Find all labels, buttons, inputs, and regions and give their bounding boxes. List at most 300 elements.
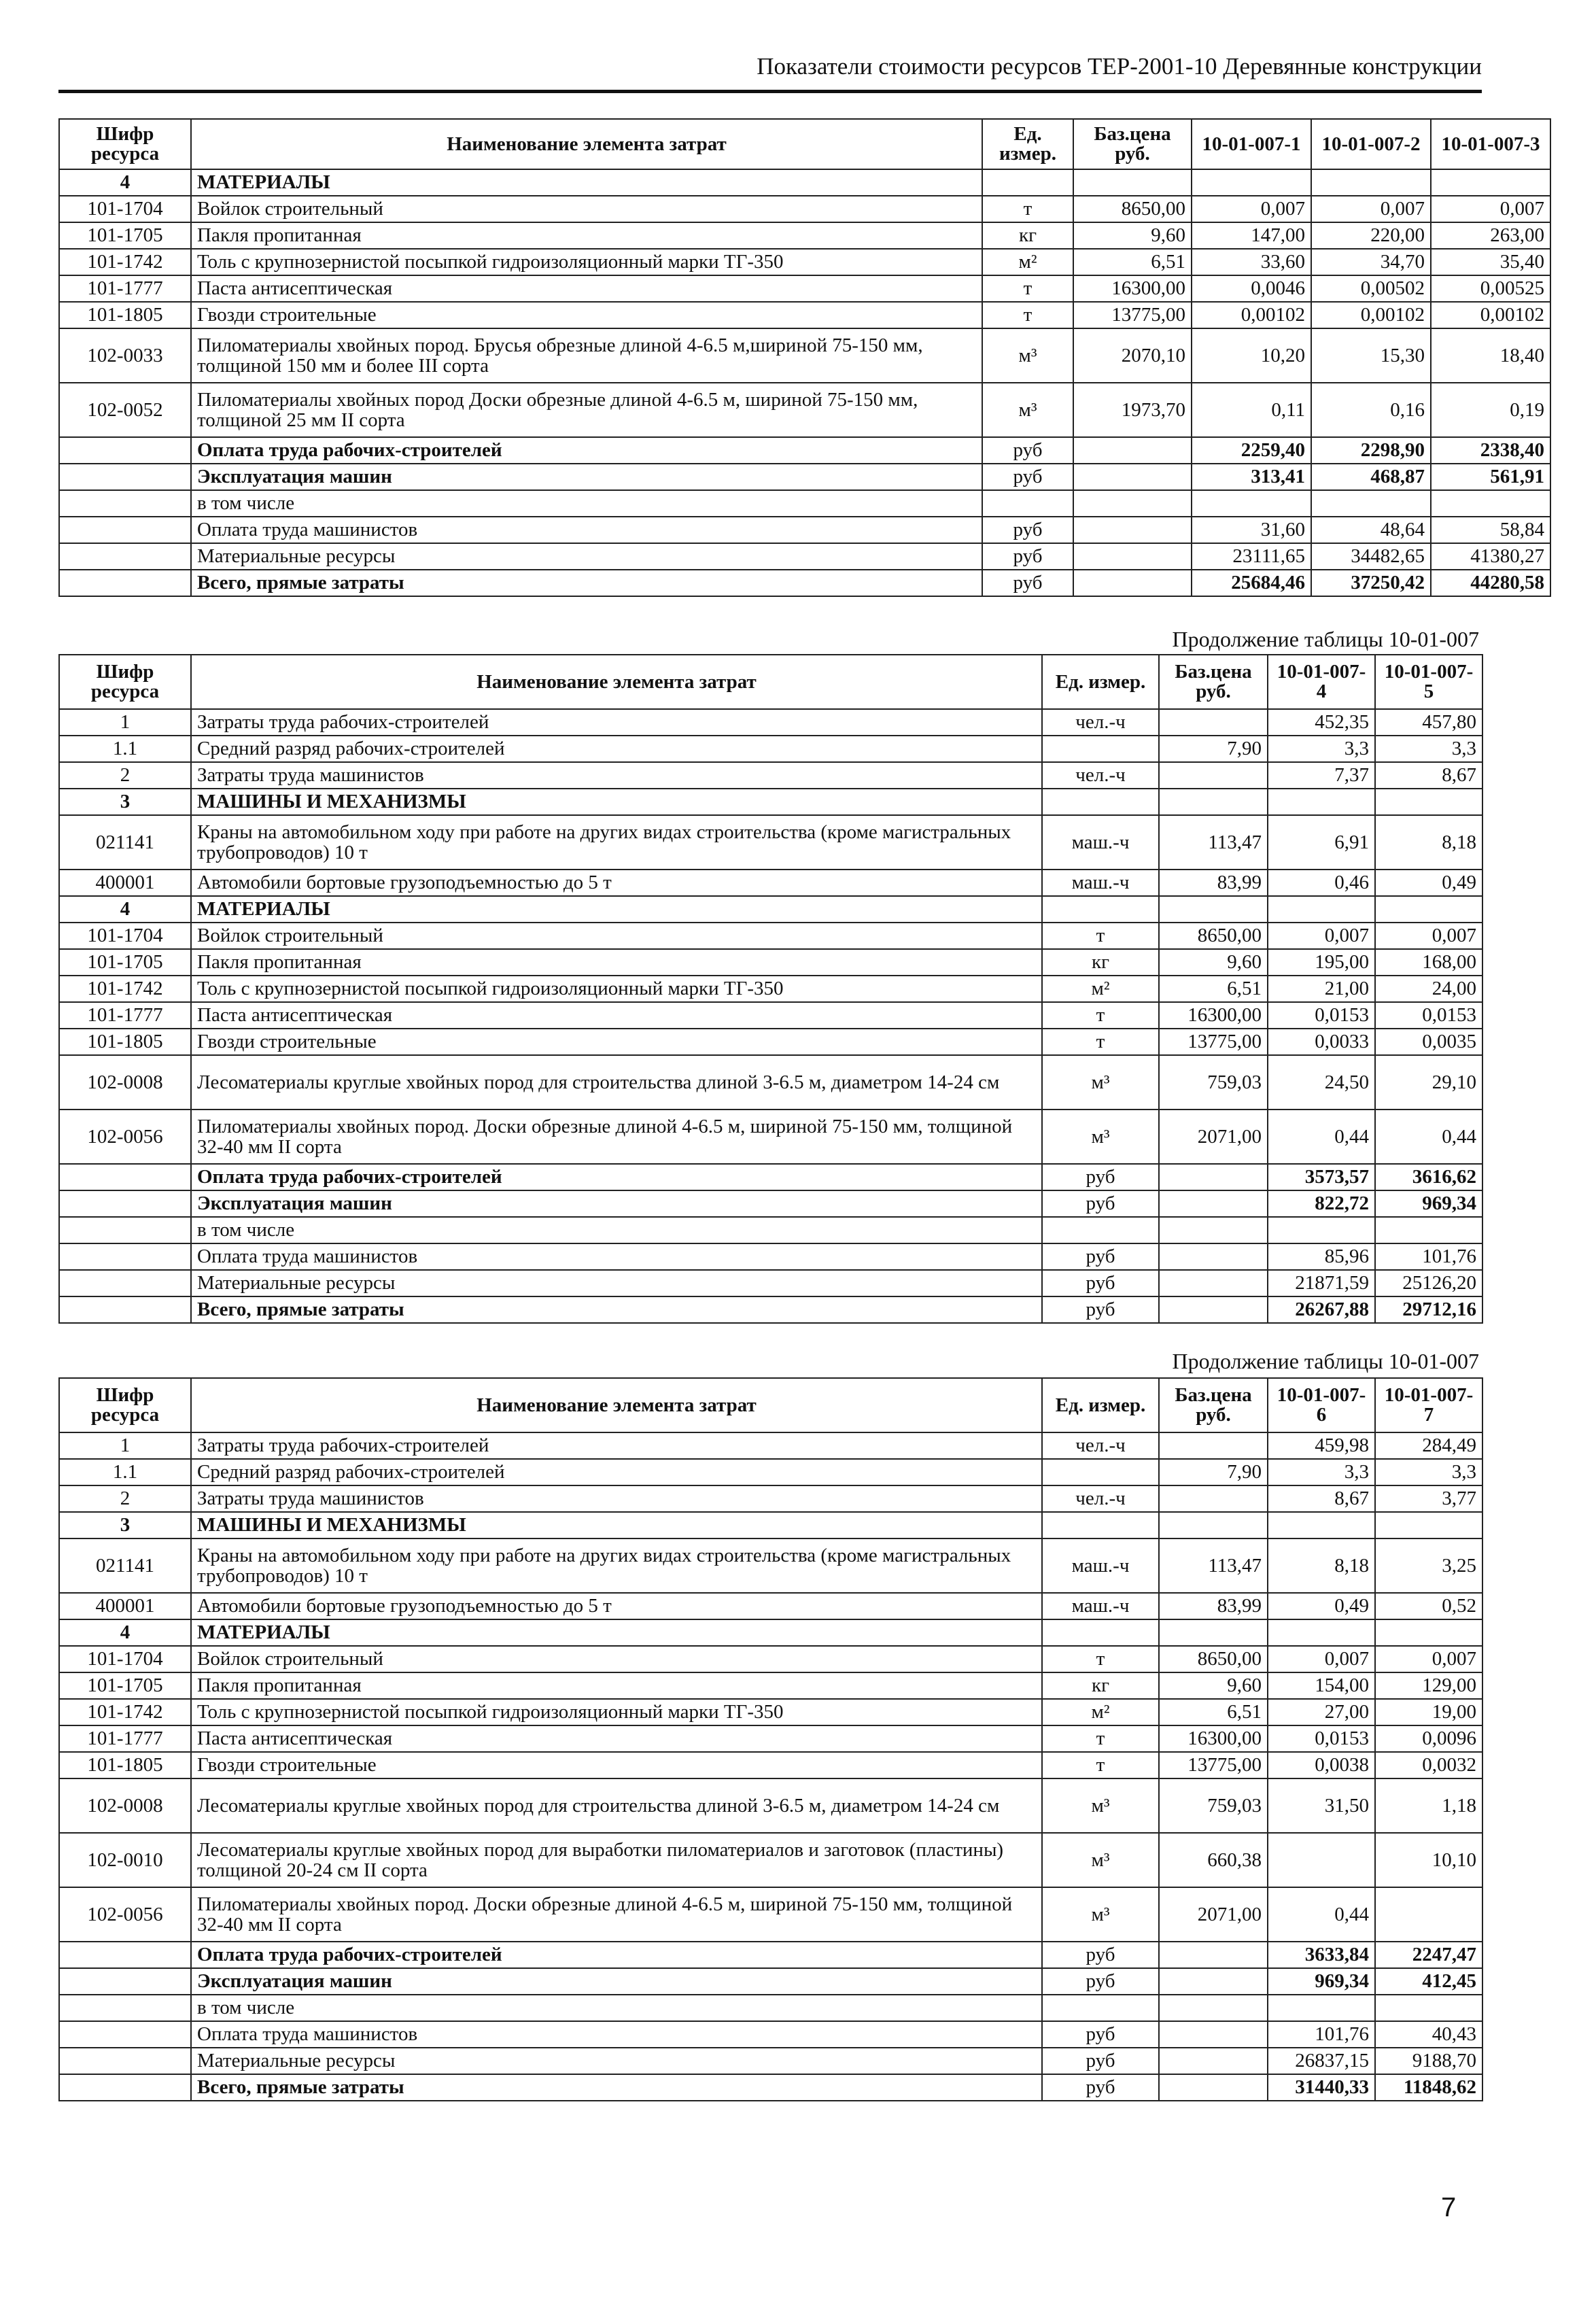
resource-code-cell: 101-1805 (59, 302, 191, 328)
item-name-cell: Затраты труда машинистов (191, 1485, 1042, 1512)
resource-code-cell: 1 (59, 709, 191, 736)
table-row (59, 328, 1550, 383)
unit-cell: м³ (1042, 1778, 1159, 1833)
item-name-cell: Лесоматериалы круглые хвойных пород для выработки пиломатериалов и заготовок (пластины) толщиной 20-24 см II сорта (191, 1833, 1042, 1887)
item-name-cell: Краны на автомобильном ходу при работе на других видах строительства (кроме магистральных трубопроводов) 10 т (191, 1538, 1042, 1593)
unit-cell: м³ (1042, 1833, 1159, 1887)
norm-value-cell: 10,10 (1375, 1833, 1482, 1887)
item-name-cell: Оплата труда машинистов (191, 1243, 1042, 1270)
unit-cell: руб (1042, 2021, 1159, 2048)
resource-code-cell: 3 (59, 1512, 191, 1538)
resource-code-cell: 101-1742 (59, 249, 191, 275)
norm-value-cell: 1,18 (1375, 1778, 1482, 1833)
base-price-cell: 6,51 (1159, 1699, 1268, 1725)
norm-value-cell: 31,50 (1268, 1778, 1375, 1833)
table-row (59, 1538, 1482, 1593)
table-row (59, 1833, 1482, 1887)
item-name-cell: в том числе (191, 1995, 1042, 2021)
norm-value-cell (1431, 490, 1550, 517)
base-price-cell (1159, 1190, 1268, 1217)
resource-code-cell: 101-1705 (59, 222, 191, 249)
resource-code-cell: 102-0052 (59, 383, 191, 437)
norm-value-cell: 3,3 (1268, 1459, 1375, 1485)
unit-cell: т (1042, 1752, 1159, 1778)
norm-value-cell: 10,20 (1192, 328, 1311, 383)
base-price-cell: 9,60 (1159, 949, 1268, 976)
resource-code-cell: 021141 (59, 1538, 191, 1593)
base-price-cell: 2070,10 (1073, 328, 1192, 383)
item-name-cell: Средний разряд рабочих-строителей (191, 736, 1042, 762)
norm-value-cell: 40,43 (1375, 2021, 1482, 2048)
table-row (59, 1968, 1482, 1995)
base-price-cell (1159, 896, 1268, 923)
norm-value-cell: 58,84 (1431, 517, 1550, 543)
table-row (59, 517, 1550, 543)
resource-code-cell (59, 517, 191, 543)
unit-cell (1042, 1512, 1159, 1538)
unit-cell: руб (1042, 2074, 1159, 2101)
unit-cell: чел.-ч (1042, 709, 1159, 736)
table-row (59, 543, 1550, 570)
base-price-cell: 2071,00 (1159, 1110, 1268, 1164)
col-header-unit: Ед. измер. (1042, 1378, 1159, 1432)
base-price-cell (1159, 1270, 1268, 1296)
table-row (59, 1619, 1482, 1646)
item-name-cell: Лесоматериалы круглые хвойных пород для строительства длиной 3-6.5 м, диаметром 14-24 см (191, 1055, 1042, 1110)
unit-cell: руб (982, 437, 1073, 464)
norm-value-cell: 0,19 (1431, 383, 1550, 437)
page-number: 7 (1441, 2193, 1457, 2222)
norm-value-cell: 313,41 (1192, 464, 1311, 490)
unit-cell: маш.-ч (1042, 1593, 1159, 1619)
unit-cell (1042, 1459, 1159, 1485)
resource-code-cell: 101-1777 (59, 1725, 191, 1752)
norm-value-cell (1375, 896, 1482, 923)
resource-code-cell: 400001 (59, 870, 191, 896)
base-price-cell: 8650,00 (1159, 1646, 1268, 1672)
unit-cell: м² (1042, 976, 1159, 1002)
base-price-cell: 759,03 (1159, 1055, 1268, 1110)
item-name-cell: Эксплуатация машин (191, 1968, 1042, 1995)
norm-value-cell: 0,0153 (1268, 1002, 1375, 1029)
item-name-cell: в том числе (191, 1217, 1042, 1243)
norm-value-cell: 11848,62 (1375, 2074, 1482, 2101)
norm-value-cell (1375, 1887, 1482, 1942)
norm-value-cell: 21,00 (1268, 976, 1375, 1002)
unit-cell: чел.-ч (1042, 1432, 1159, 1459)
norm-value-cell: 21871,59 (1268, 1270, 1375, 1296)
norm-value-cell: 8,67 (1268, 1485, 1375, 1512)
norm-value-cell: 0,44 (1268, 1110, 1375, 1164)
resource-code-cell (59, 1270, 191, 1296)
resource-code-cell (59, 1296, 191, 1323)
base-price-cell: 2071,00 (1159, 1887, 1268, 1942)
resource-code-cell (59, 1968, 191, 1995)
unit-cell: м³ (982, 383, 1073, 437)
norm-value-cell: 0,00102 (1431, 302, 1550, 328)
norm-value-cell: 2247,47 (1375, 1942, 1482, 1968)
base-price-cell (1159, 2021, 1268, 2048)
item-name-cell: Оплата труда рабочих-строителей (191, 437, 982, 464)
base-price-cell: 759,03 (1159, 1778, 1268, 1833)
norm-value-cell: 24,00 (1375, 976, 1482, 1002)
resource-code-cell: 1.1 (59, 1459, 191, 1485)
norm-value-cell (1375, 1512, 1482, 1538)
unit-cell: м² (1042, 1699, 1159, 1725)
item-name-cell: МАТЕРИАЛЫ (191, 169, 982, 196)
base-price-cell (1073, 169, 1192, 196)
item-name-cell: Пиломатериалы хвойных пород. Доски обрезные длиной 4-6.5 м, шириной 75-150 мм, толщиной 32-40 мм II сорта (191, 1887, 1042, 1942)
table-row (59, 302, 1550, 328)
item-name-cell: Толь с крупнозернистой посыпкой гидроизоляционный марки ТГ-350 (191, 976, 1042, 1002)
norm-value-cell: 19,00 (1375, 1699, 1482, 1725)
norm-value-cell (1268, 1833, 1375, 1887)
col-header-code: Шифр ресурса (59, 655, 191, 709)
unit-cell: чел.-ч (1042, 762, 1159, 789)
resource-code-cell: 101-1704 (59, 923, 191, 949)
base-price-cell (1159, 1995, 1268, 2021)
page-header: Показатели стоимости ресурсов ТЕР-2001-10 Деревянные конструкции (757, 53, 1482, 80)
unit-cell: руб (982, 570, 1073, 596)
unit-cell: м² (982, 249, 1073, 275)
unit-cell: руб (1042, 1942, 1159, 1968)
unit-cell: м³ (982, 328, 1073, 383)
unit-cell: т (1042, 1725, 1159, 1752)
resource-code-cell (59, 490, 191, 517)
norm-value-cell: 3,3 (1375, 736, 1482, 762)
col-header-norm: 10-01-007-7 (1375, 1378, 1482, 1432)
norm-value-cell: 0,0035 (1375, 1029, 1482, 1055)
norm-value-cell: 25684,46 (1192, 570, 1311, 596)
unit-cell: руб (1042, 1164, 1159, 1190)
norm-value-cell: 822,72 (1268, 1190, 1375, 1217)
norm-value-cell: 31440,33 (1268, 2074, 1375, 2101)
norm-value-cell (1431, 169, 1550, 196)
resource-code-cell (59, 1995, 191, 2021)
norm-value-cell (1192, 490, 1311, 517)
item-name-cell: в том числе (191, 490, 982, 517)
item-name-cell: Оплата труда рабочих-строителей (191, 1164, 1042, 1190)
cost-table-1 (58, 118, 1551, 597)
table-row (59, 789, 1482, 815)
norm-value-cell: 0,49 (1375, 870, 1482, 896)
table-row (59, 1485, 1482, 1512)
norm-value-cell: 37250,42 (1311, 570, 1431, 596)
unit-cell: руб (1042, 1968, 1159, 1995)
item-name-cell: Затраты труда рабочих-строителей (191, 1432, 1042, 1459)
norm-value-cell: 0,49 (1268, 1593, 1375, 1619)
norm-value-cell: 8,18 (1375, 815, 1482, 870)
base-price-cell (1159, 1619, 1268, 1646)
resource-code-cell: 2 (59, 762, 191, 789)
base-price-cell (1159, 2074, 1268, 2101)
continuation-note: Продолжение таблицы 10-01-007 (1172, 1349, 1479, 1373)
norm-value-cell: 101,76 (1375, 1243, 1482, 1270)
table-row (59, 2074, 1482, 2101)
norm-value-cell: 3573,57 (1268, 1164, 1375, 1190)
table-row (59, 709, 1482, 736)
table-row (59, 1593, 1482, 1619)
item-name-cell: МАТЕРИАЛЫ (191, 1619, 1042, 1646)
base-price-cell (1159, 1217, 1268, 1243)
norm-value-cell: 2298,90 (1311, 437, 1431, 464)
base-price-cell (1073, 543, 1192, 570)
table-row (59, 1752, 1482, 1778)
base-price-cell: 7,90 (1159, 736, 1268, 762)
item-name-cell: Пакля пропитанная (191, 949, 1042, 976)
unit-cell: маш.-ч (1042, 1538, 1159, 1593)
resource-code-cell: 101-1704 (59, 1646, 191, 1672)
resource-code-cell (59, 1217, 191, 1243)
resource-code-cell (59, 1190, 191, 1217)
table-row (59, 1243, 1482, 1270)
unit-cell: руб (1042, 1190, 1159, 1217)
norm-value-cell (1375, 1217, 1482, 1243)
unit-cell: руб (1042, 1243, 1159, 1270)
base-price-cell (1159, 1942, 1268, 1968)
resource-code-cell: 102-0056 (59, 1887, 191, 1942)
base-price-cell: 8650,00 (1159, 923, 1268, 949)
resource-code-cell: 1.1 (59, 736, 191, 762)
resource-code-cell: 101-1705 (59, 949, 191, 976)
norm-value-cell: 0,00525 (1431, 275, 1550, 302)
col-header-name: Наименование элемента затрат (191, 119, 982, 169)
item-name-cell: МАШИНЫ И МЕХАНИЗМЫ (191, 1512, 1042, 1538)
norm-value-cell: 468,87 (1311, 464, 1431, 490)
item-name-cell: Затраты труда рабочих-строителей (191, 709, 1042, 736)
base-price-cell: 83,99 (1159, 870, 1268, 896)
norm-value-cell: 23111,65 (1192, 543, 1311, 570)
table-row (59, 490, 1550, 517)
unit-cell: м³ (1042, 1110, 1159, 1164)
base-price-cell: 7,90 (1159, 1459, 1268, 1485)
item-name-cell: Гвозди строительные (191, 1029, 1042, 1055)
norm-value-cell: 129,00 (1375, 1672, 1482, 1699)
base-price-cell: 8650,00 (1073, 196, 1192, 222)
table-row (59, 275, 1550, 302)
resource-code-cell: 400001 (59, 1593, 191, 1619)
item-name-cell: Пиломатериалы хвойных пород. Доски обрезные длиной 4-6.5 м, шириной 75-150 мм, толщиной 32-40 мм II сорта (191, 1110, 1042, 1164)
base-price-cell (1073, 490, 1192, 517)
norm-value-cell: 0,11 (1192, 383, 1311, 437)
norm-value-cell: 2338,40 (1431, 437, 1550, 464)
table-row (59, 1672, 1482, 1699)
table-row (59, 923, 1482, 949)
norm-value-cell: 6,91 (1268, 815, 1375, 870)
unit-cell: т (1042, 1029, 1159, 1055)
col-header-name: Наименование элемента затрат (191, 1378, 1042, 1432)
norm-value-cell: 3,3 (1268, 736, 1375, 762)
table-row (59, 2021, 1482, 2048)
table-row (59, 1190, 1482, 1217)
table-row (59, 1512, 1482, 1538)
resource-code-cell (59, 1942, 191, 1968)
table-row (59, 815, 1482, 870)
norm-value-cell (1268, 789, 1375, 815)
cost-table-2 (58, 654, 1483, 1324)
norm-value-cell: 0,0038 (1268, 1752, 1375, 1778)
resource-code-cell: 021141 (59, 815, 191, 870)
item-name-cell: Пиломатериалы хвойных пород. Брусья обрезные длиной 4-6.5 м,шириной 75-150 мм, толщиной 150 мм и более III сорта (191, 328, 982, 383)
norm-value-cell (1311, 490, 1431, 517)
item-name-cell: Материальные ресурсы (191, 1270, 1042, 1296)
col-header-norm: 10-01-007-5 (1375, 655, 1482, 709)
col-header-norm: 10-01-007-6 (1268, 1378, 1375, 1432)
item-name-cell: Эксплуатация машин (191, 1190, 1042, 1217)
norm-value-cell: 0,44 (1268, 1887, 1375, 1942)
item-name-cell: Гвозди строительные (191, 1752, 1042, 1778)
norm-value-cell: 0,007 (1311, 196, 1431, 222)
item-name-cell: Эксплуатация машин (191, 464, 982, 490)
item-name-cell: Лесоматериалы круглые хвойных пород для строительства длиной 3-6.5 м, диаметром 14-24 см (191, 1778, 1042, 1833)
table-row (59, 1270, 1482, 1296)
cost-table-3 (58, 1377, 1483, 2101)
norm-value-cell: 0,0153 (1375, 1002, 1482, 1029)
item-name-cell: Гвозди строительные (191, 302, 982, 328)
col-header-unit: Ед. измер. (982, 119, 1073, 169)
unit-cell: т (1042, 1002, 1159, 1029)
table-header-row (59, 1378, 1482, 1432)
resource-code-cell: 101-1777 (59, 275, 191, 302)
unit-cell (1042, 1217, 1159, 1243)
col-header-norm: 10-01-007-4 (1268, 655, 1375, 709)
unit-cell: руб (982, 464, 1073, 490)
item-name-cell: МАТЕРИАЛЫ (191, 896, 1042, 923)
unit-cell: маш.-ч (1042, 815, 1159, 870)
resource-code-cell (59, 570, 191, 596)
resource-code-cell: 102-0056 (59, 1110, 191, 1164)
norm-value-cell (1375, 1619, 1482, 1646)
table-row (59, 762, 1482, 789)
base-price-cell: 13775,00 (1073, 302, 1192, 328)
norm-value-cell: 0,007 (1375, 1646, 1482, 1672)
resource-code-cell (59, 2021, 191, 2048)
unit-cell: кг (1042, 949, 1159, 976)
unit-cell (1042, 896, 1159, 923)
table-body (59, 169, 1550, 596)
norm-value-cell: 33,60 (1192, 249, 1311, 275)
resource-code-cell: 2 (59, 1485, 191, 1512)
unit-cell: т (1042, 923, 1159, 949)
unit-cell: т (982, 196, 1073, 222)
col-header-base-price: Баз.цена руб. (1159, 1378, 1268, 1432)
unit-cell: руб (1042, 2048, 1159, 2074)
col-header-norm: 10-01-007-2 (1311, 119, 1431, 169)
norm-value-cell: 263,00 (1431, 222, 1550, 249)
resource-code-cell (59, 1164, 191, 1190)
table-row (59, 1725, 1482, 1752)
norm-value-cell: 452,35 (1268, 709, 1375, 736)
unit-cell: маш.-ч (1042, 870, 1159, 896)
norm-value-cell: 0,52 (1375, 1593, 1482, 1619)
norm-value-cell: 0,00502 (1311, 275, 1431, 302)
table-row (59, 169, 1550, 196)
norm-value-cell: 969,34 (1268, 1968, 1375, 1995)
item-name-cell: Пиломатериалы хвойных пород Доски обрезные длиной 4-6.5 м, шириной 75-150 мм, толщиной 25 мм II сорта (191, 383, 982, 437)
norm-value-cell: 0,0032 (1375, 1752, 1482, 1778)
base-price-cell (1159, 709, 1268, 736)
resource-code-cell: 101-1805 (59, 1752, 191, 1778)
col-header-norm: 10-01-007-1 (1192, 119, 1311, 169)
table-row (59, 464, 1550, 490)
col-header-name: Наименование элемента затрат (191, 655, 1042, 709)
col-header-base-price: Баз.цена руб. (1073, 119, 1192, 169)
base-price-cell: 83,99 (1159, 1593, 1268, 1619)
base-price-cell (1159, 1512, 1268, 1538)
item-name-cell: Пакля пропитанная (191, 1672, 1042, 1699)
norm-value-cell: 41380,27 (1431, 543, 1550, 570)
norm-value-cell: 31,60 (1192, 517, 1311, 543)
base-price-cell: 6,51 (1073, 249, 1192, 275)
norm-value-cell: 9188,70 (1375, 2048, 1482, 2074)
item-name-cell: Автомобили бортовые грузоподъемностью до 5 т (191, 1593, 1042, 1619)
item-name-cell: Паста антисептическая (191, 275, 982, 302)
base-price-cell (1159, 2048, 1268, 2074)
norm-value-cell: 8,18 (1268, 1538, 1375, 1593)
norm-value-cell: 26837,15 (1268, 2048, 1375, 2074)
table-row (59, 1459, 1482, 1485)
norm-value-cell: 154,00 (1268, 1672, 1375, 1699)
item-name-cell: Автомобили бортовые грузоподъемностью до 5 т (191, 870, 1042, 896)
base-price-cell: 16300,00 (1159, 1002, 1268, 1029)
table-row (59, 1164, 1482, 1190)
item-name-cell: Оплата труда машинистов (191, 517, 982, 543)
base-price-cell: 9,60 (1073, 222, 1192, 249)
table-row (59, 570, 1550, 596)
table-row (59, 1778, 1482, 1833)
norm-value-cell: 0,0096 (1375, 1725, 1482, 1752)
table-row (59, 1002, 1482, 1029)
base-price-cell (1073, 517, 1192, 543)
table-row (59, 1646, 1482, 1672)
resource-code-cell (59, 2048, 191, 2074)
item-name-cell: Толь с крупнозернистой посыпкой гидроизоляционный марки ТГ-350 (191, 249, 982, 275)
base-price-cell: 16300,00 (1159, 1725, 1268, 1752)
norm-value-cell (1311, 169, 1431, 196)
norm-value-cell: 3,3 (1375, 1459, 1482, 1485)
base-price-cell (1073, 464, 1192, 490)
norm-value-cell: 412,45 (1375, 1968, 1482, 1995)
item-name-cell: Войлок строительный (191, 1646, 1042, 1672)
base-price-cell: 660,38 (1159, 1833, 1268, 1887)
norm-value-cell: 0,007 (1268, 923, 1375, 949)
unit-cell (1042, 789, 1159, 815)
norm-value-cell: 3,77 (1375, 1485, 1482, 1512)
unit-cell: м³ (1042, 1055, 1159, 1110)
norm-value-cell: 0,007 (1268, 1646, 1375, 1672)
table-body (59, 709, 1482, 1323)
table-row (59, 1699, 1482, 1725)
item-name-cell: Паста антисептическая (191, 1002, 1042, 1029)
resource-code-cell: 101-1742 (59, 1699, 191, 1725)
norm-value-cell (1192, 169, 1311, 196)
norm-value-cell: 969,34 (1375, 1190, 1482, 1217)
table-row (59, 1887, 1482, 1942)
resource-code-cell: 3 (59, 789, 191, 815)
table-row (59, 1110, 1482, 1164)
resource-code-cell: 102-0010 (59, 1833, 191, 1887)
norm-value-cell: 26267,88 (1268, 1296, 1375, 1323)
norm-value-cell (1268, 1512, 1375, 1538)
base-price-cell (1159, 1485, 1268, 1512)
norm-value-cell: 0,44 (1375, 1110, 1482, 1164)
table-row (59, 2048, 1482, 2074)
table-row (59, 437, 1550, 464)
item-name-cell: Затраты труда машинистов (191, 762, 1042, 789)
base-price-cell (1159, 762, 1268, 789)
resource-code-cell (59, 437, 191, 464)
norm-value-cell: 85,96 (1268, 1243, 1375, 1270)
